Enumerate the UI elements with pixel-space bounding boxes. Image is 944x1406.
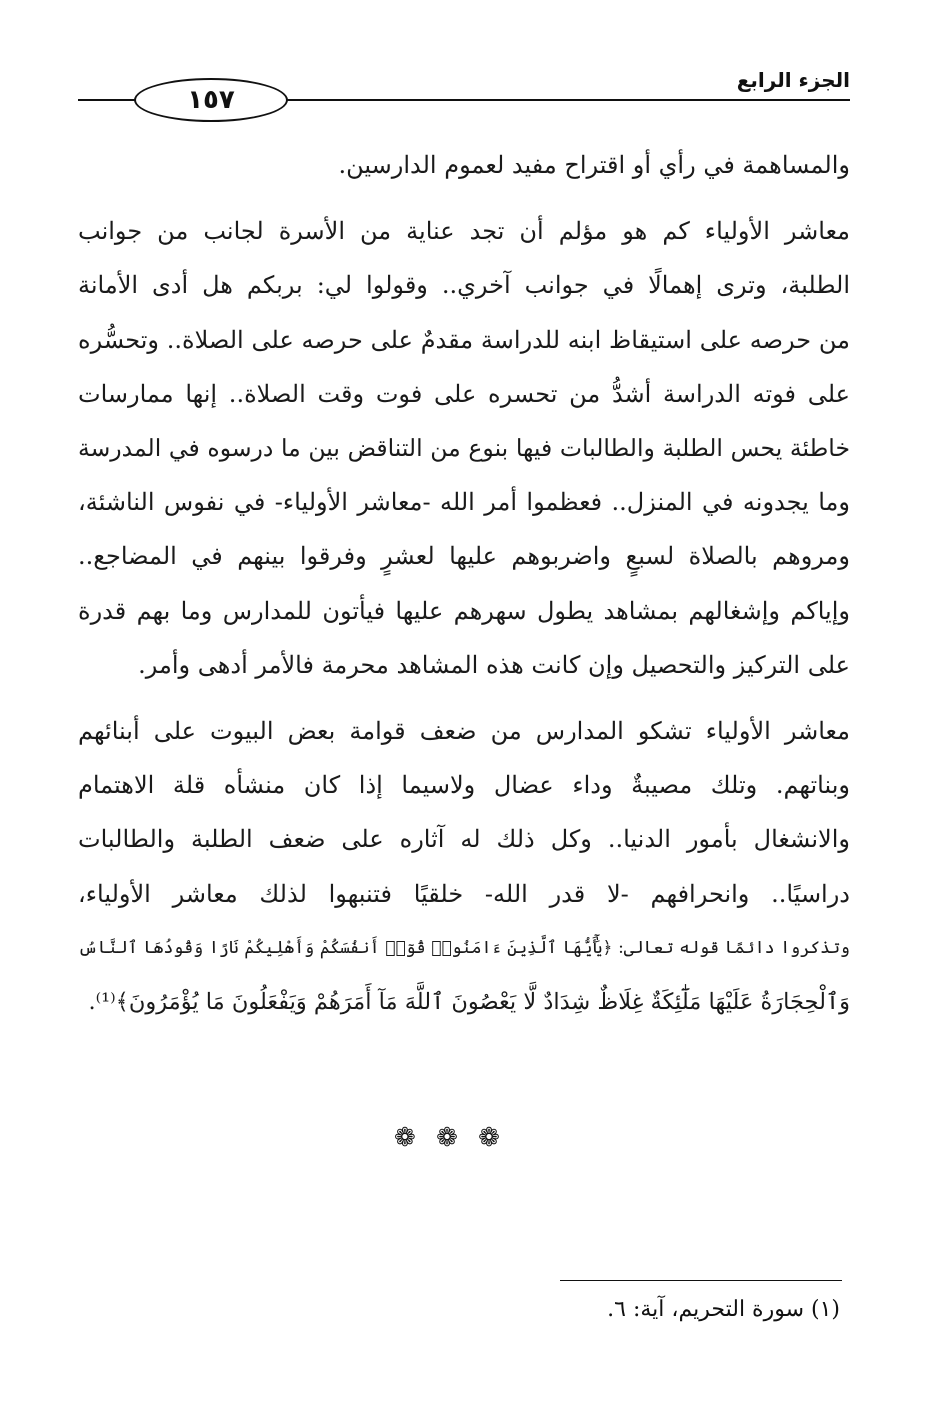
text-line: على فوته الدراسة أشدُّ من تحسره على فوت وقت الصلاة.. إنها ممارسات bbox=[78, 379, 850, 408]
paragraph bbox=[78, 704, 850, 1029]
quran-verse-line: وتذكروا دائمًا قوله تعالى: ﴿يَٰٓأَيُّهَا ٱلَّذِينَ ءَامَنُوا۟ قُوٓا۟ أَنفُسَكُمْ وَأَهْلِيكُمْ نَارًا وَقُودُهَا ٱلنَّاسُ bbox=[78, 937, 850, 958]
section-ornament: ❁ ❁ ❁ bbox=[394, 1123, 506, 1153]
text-line: ومروهم بالصلاة لسبعٍ واضربوهم عليها لعشرٍ وفرقوا بينهم في المضاجع.. bbox=[78, 542, 850, 571]
text-line: من حرصه على استيقاظ ابنه للدراسة مقدمٌ على حرصه على الصلاة.. وتحسُّره bbox=[78, 325, 850, 354]
text-line: معاشر الأولياء كم هو مؤلم أن تجد عناية من الأسرة لجانب من جوانب bbox=[78, 217, 850, 246]
running-head: الجزء الرابع bbox=[736, 68, 850, 92]
paragraph bbox=[78, 138, 850, 192]
text-line: وما يجدونه في المنزل.. فعظموا أمر الله -معاشر الأولياء- في نفوس الناشئة، bbox=[78, 488, 850, 517]
paragraph bbox=[78, 204, 850, 692]
page-number: ١٥٧ bbox=[134, 78, 288, 122]
text-line: خاطئة يحس الطلبة والطالبات فيها بنوع من التناقض بين ما درسوه في المدرسة bbox=[78, 434, 850, 463]
footnote: (١) سورة التحريم، آية: ٦. bbox=[607, 1297, 840, 1322]
page-header bbox=[78, 66, 850, 120]
text-line: معاشر الأولياء تشكو المدارس من ضعف قوامة بعض البيوت على أبنائهم bbox=[78, 717, 850, 746]
text-line: وإياكم وإشغالهم بمشاهد يطول سهرهم عليها فيأتون للمدارس وما بهم قدرة bbox=[78, 596, 850, 625]
text-line: والانشغال بأمور الدنيا.. وكل ذلك له آثاره على ضعف الطلبة والطالبات bbox=[78, 825, 850, 854]
text-line: دراسيًا.. وانحرافهم -لا قدر الله- خلقيًا فتنبهوا لذلك معاشر الأولياء، bbox=[78, 879, 850, 908]
text-line: والمساهمة في رأي أو اقتراح مفيد لعموم الدارسين. bbox=[338, 151, 850, 179]
text-line: على التركيز والتحصيل وإن كانت هذه المشاهد محرمة فالأمر أدهى وأمر. bbox=[138, 650, 850, 679]
page-body bbox=[78, 138, 850, 1029]
text-line: الطلبة، وترى إهمالًا في جوانب آخري.. وقولوا لي: بربكم هل أدى الأمانة bbox=[78, 271, 850, 300]
quran-verse-line: وَٱلْحِجَارَةُ عَلَيْهَا مَلَٰٓئِكَةٌ غِلَاظٌ شِدَادٌ لَّا يَعْصُونَ ٱللَّهَ مَآ أَمَرَهُمْ وَيَفْعَلُونَ مَا يُؤْمَرُونَ﴾⁽¹⁾. bbox=[88, 989, 850, 1016]
text-line: وبناتهم. وتلك مصيبةٌ وداء عضال ولاسيما إذا كان منشأه قلة الاهتمام bbox=[78, 771, 850, 800]
footnote-rule bbox=[560, 1280, 842, 1281]
